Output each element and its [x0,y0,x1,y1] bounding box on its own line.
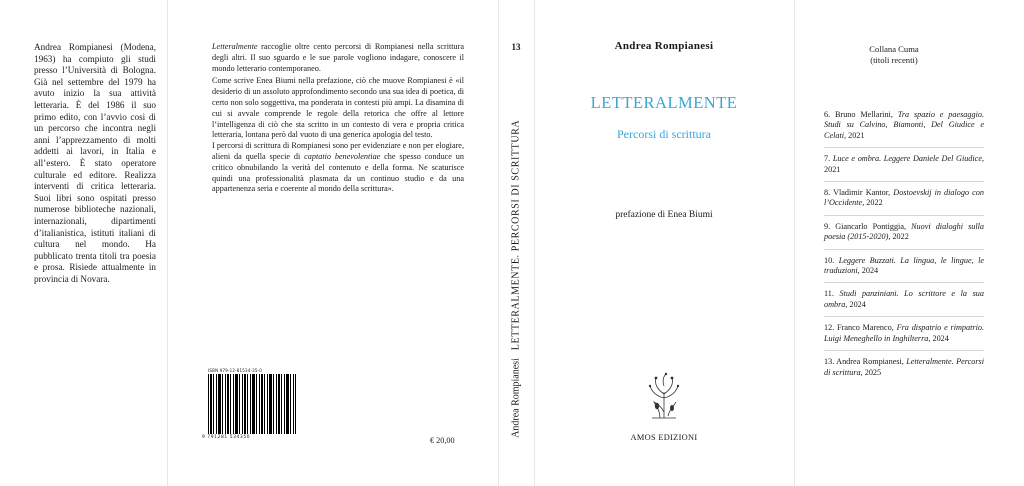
book-title: Fra dispatrio e rimpatrio. Luigi Meneghello in Inghilterra [824,323,984,343]
book-title: Leggere Buzzati. La lingua, le lingue, le traduzioni [824,255,984,276]
book-title: Studi panziniani. Lo scrittore e la sua ombra [824,289,984,309]
back-paragraph-3-italic: captatio benevolentiae [304,151,381,161]
list-item [824,357,984,384]
book-year: , 2024 [857,266,879,276]
publisher-name: AMOS EDIZIONI [630,433,698,442]
book-title: Tra spazio e paesaggio. Studi su Calvino, Biamonti, Del Giudice e Celati [824,110,984,140]
barcode-icon [208,374,296,434]
book-title: Letteralmente. Percorsi di scrittura [824,357,984,377]
back-intro-title: Letteralmente [212,42,258,51]
back-paragraph-3-b: che spesso conduce un critico obnubilando la verità del contenuto e della forma. Ne scaturisce quindi una professionalità plasmata da un continuo studio e da una appartenenza seria e coerente al mondo della scrittura». [212,151,464,194]
book-title: Dostoevskij in dialogo con l’Occidente [824,188,984,208]
list-item [824,323,984,351]
barcode [202,368,300,440]
left-flap [0,0,166,486]
book-prefix: 13. Andrea Rompianesi, [824,357,907,367]
book-prefix: 8. Vladimir Kantor, [824,188,894,198]
book-prefix: 6. Bruno Mellarini, [824,110,898,119]
front-title: LETTERALMENTE [590,93,738,112]
spine-author: Andrea Rompianesi [510,358,522,438]
back-cover [168,0,498,486]
book-prefix: 10. [824,255,839,265]
list-item [824,154,984,182]
book-year: , 2021 [824,154,984,174]
back-intro [212,42,464,74]
series-header [794,44,994,66]
back-paragraph-3 [212,141,464,195]
spine-series-number: 13 [511,42,521,52]
book-year: , 2025 [860,367,882,377]
book-prefix: 12. Franco Marenco, [824,323,897,333]
book-year: , 2022 [862,198,883,208]
publisher-emblem-icon [644,372,684,420]
author-bio: Andrea Rompianesi (Modena, 1963) ha compiuto gli studi presso l’Università di Bologna. Già nel settembre del 1979 ha avuto inizio la sua attività letteraria. È del 1986 il suo primo edito, con l’avvio così di un percorso che incontra negli anni l’apprezzamento di molti addetti ai lavori, in Italia e all’estero. È stato operatore culturale ed editore. Realizza interventi di critica letteraria. Suoi libri sono ospitati presso numerose biblioteche nazionali, internazionali, dipartimenti d’italianistica, istituti italiani di cultura nel mondo. Ha pubblicato trenta titoli tra poesia e prosa. Risiede attualmente in provincia di Novara. [34,42,156,284]
right-flap [794,0,1024,486]
list-item [824,222,984,250]
book-title: Luce e ombra. Leggere Daniele Del Giudice [832,154,982,164]
book-year: , 2024 [845,299,866,309]
book-year: , 2021 [844,130,865,140]
list-item [824,110,984,148]
back-paragraph-2: Come scrive Enea Biumi nella prefazione, ciò che muove Rompianesi è «il desiderio di un assoluto approfondimento secondo una sua idea di poetica, di certo non solo soggettiva, ma ponderata in contesti più ampi. La disamina di cui si avvale comprende le regole della retorica che offre al lettore l’intelligenza di ciò che sta scritto in un contesto di vera e propria critica letteraria, lontana però dal vuoto di una generica apologia del testo. [212,76,464,140]
list-item [824,188,984,216]
series-name: Collana Cuma [869,44,919,54]
book-prefix: 9. Giancarlo Pontiggia, [824,221,912,231]
book-prefix: 7. [824,154,833,164]
series-note: (titoli recenti) [870,55,918,65]
list-item [824,289,984,317]
front-preface: prefazione di Enea Biumi [615,210,713,220]
list-item [824,256,984,284]
back-cover-text [212,42,464,195]
series-book-list [824,110,984,390]
book-prefix: 11. [824,289,840,299]
barcode-digits: 9 791281 534350 [202,435,251,440]
front-subtitle: Percorsi di scrittura [617,127,711,141]
book-year: , 2022 [888,232,909,242]
price: € 20,00 [430,436,455,445]
spine-title: LETTERALMENTE. PERCORSI DI SCRITTURA [510,119,522,351]
book-title: Nuovi dialoghi sulla poesia (2015-2020) [824,221,984,242]
spine [498,0,534,486]
back-intro-rest: raccoglie oltre cento percorsi di Rompianesi nella scrittura degli altri. Il suo sguardo e le sue parole vogliono indagare, conoscere il mondo letterario contemporaneo. [212,42,464,73]
back-paragraph-3-a: I percorsi di scrittura di Rompianesi sono per evidenziare e non per elogiare, alieni da quella specie di [212,141,464,161]
front-author: Andrea Rompianesi [614,40,714,52]
isbn-text: ISBN 979-12-81534-35-0 [208,368,262,373]
front-cover [534,0,794,486]
book-year: , 2024 [928,333,949,343]
